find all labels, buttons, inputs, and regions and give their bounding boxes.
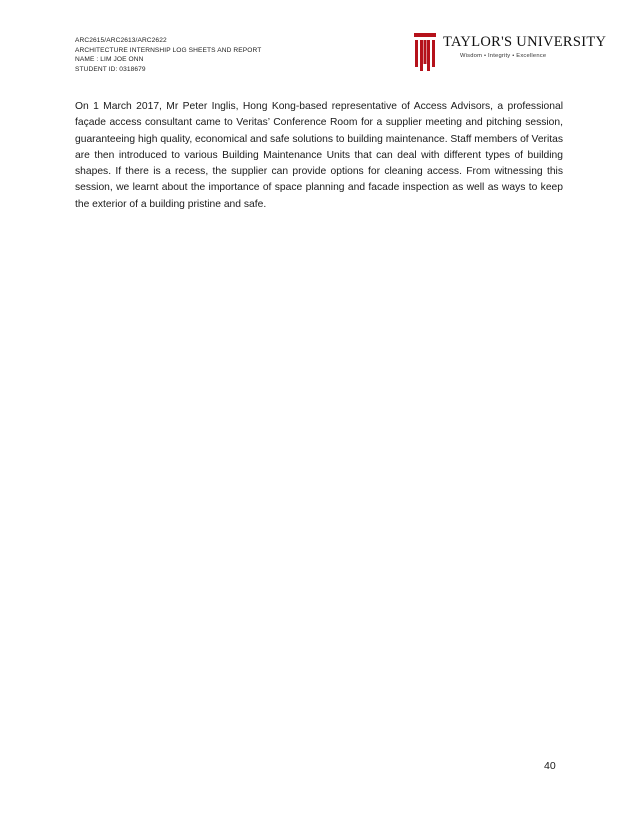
- page-number: 40: [544, 760, 556, 772]
- student-name: NAME : LIM JOE ONN: [75, 56, 144, 63]
- report-title: ARCHITECTURE INTERNSHIP LOG SHEETS AND REPORT: [75, 46, 262, 54]
- body-paragraph: On 1 March 2017, Mr Peter Inglis, Hong Kong-based representative of Access Advisors, a professional façade access consultant came to Veritas’ Conference Room for a supplier meeting and pitching session, guaranteeing high quality, economical and safe solutions to building maintenance. Staff members of Veritas are then introduced to various Building Maintenance Units that can deal with different types of building shapes. If there is a recess, the supplier can provide options for cleaning access. From witnessing this session, we learnt about the importance of space planning and facade inspection as well as ways to keep the exterior of a building pristine and safe.: [75, 101, 563, 210]
- document-header: [75, 36, 261, 74]
- student-id: STUDENT ID: 0318679: [75, 65, 146, 73]
- university-logo: [414, 33, 607, 73]
- university-crest-icon: [414, 33, 436, 71]
- course-codes: ARC2615/ARC2613/ARC2622: [75, 37, 167, 44]
- university-name: TAYLOR'S UNIVERSITY: [443, 34, 607, 50]
- university-tagline: Wisdom • Integrity • Excellence: [460, 53, 547, 59]
